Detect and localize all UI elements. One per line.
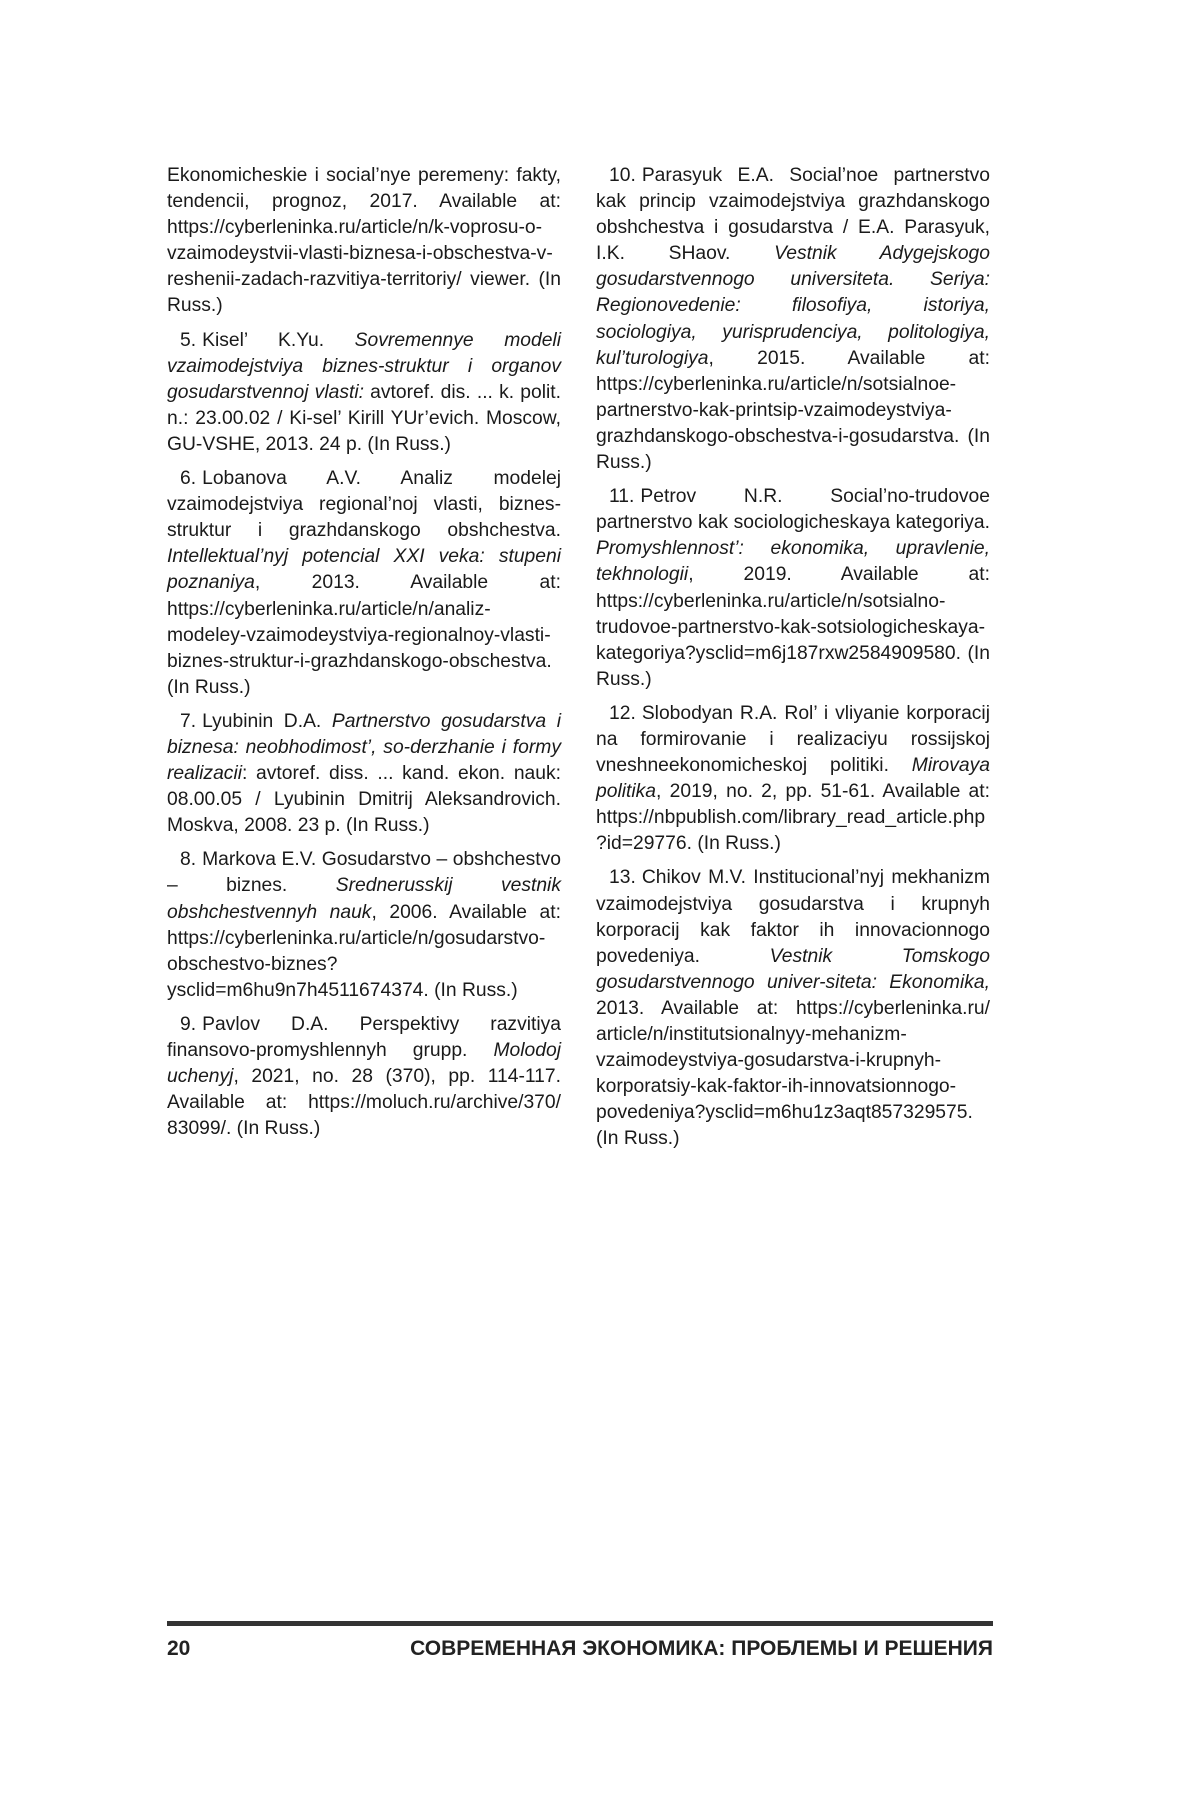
reference-authors: Chikov M.V. Institucional’nyj mekhanizm vzaimodejstviya gosudarstva i krupnyh korporacij kak faktor ih innovacionnogo povedeniya. — [596, 867, 990, 966]
reference-source: Partnerstvo gosudarstva i biznesa: neobhodimost’, so-derzhanie i formy realizacii — [167, 711, 561, 784]
reference-authors: Markova E.V. Gosudarstvo – obshchestvo – biznes. — [167, 849, 561, 896]
page-number: 20 — [167, 1637, 190, 1661]
reference-source: Intellektual’nyj potencial XXI veka: stupeni poznaniya — [167, 546, 561, 593]
reference-9 — [167, 1012, 561, 1142]
reference-source: Sovremennye modeli vzaimodejstviya biznes-struktur i organov gosudarstvennoj vlasti: — [167, 330, 561, 403]
reference-details: , 2019, no. 2, pp. 51-61. Available at: https://nbpublish.com/library_read_article.php?id=29776. (In Russ.) — [596, 781, 990, 854]
reference-authors: Pavlov D.A. Perspektivy razvitiya finansovo-promyshlennyh grupp. — [167, 1014, 561, 1061]
reference-details: : avtoref. diss. ... kand. ekon. nauk: 08.00.05 / Lyubinin Dmitrij Aleksandrovich. Moskva, 2008. 23 p. (In Russ.) — [167, 763, 561, 836]
footer-divider — [167, 1621, 993, 1626]
reference-details: avtoref. dis. ... k. polit. n.: 23.00.02 / Ki-sel’ Kirill YUr’evich. Moscow, GU-VSHE, 2013. 24 p. (In Russ.) — [167, 382, 561, 455]
reference-source: Vestnik Adygejskogo gosudarstvennogo universiteta. Seriya: Regionovedenie: filosofiya, istoriya, sociologiya, yurisprudenciya, politologiya, kul’turologiya — [596, 243, 990, 368]
reference-authors: Kisel’ K.Yu. — [202, 330, 355, 351]
reference-details: , 2013. Available at: https://cyberleninka.ru/article/n/analiz-modeley-vzaimodeystviya-regionalnoy-vlasti-biznes-struktur-i-grazhdanskogo-obschestva. (In Russ.) — [167, 572, 561, 697]
left-column — [167, 163, 561, 1150]
reference-number: 10. — [609, 163, 636, 189]
reference-details: , 2006. Available at: https://cyberleninka.ru/article/n/gosudarstvo-obschestvo-biznes?ysclid=m6hu9n7h4511674374. (In Russ.) — [167, 902, 561, 1001]
reference-number: 11. — [609, 484, 634, 510]
reference-authors: Parasyuk E.A. Social’noe partnerstvo kak princip vzaimodejstviya grazhdanskogo obshchestva i gosudarstva / E.A. Parasyuk, I.K. SHaov. — [596, 165, 990, 264]
reference-details: , 2019. Available at: https://cyberleninka.ru/article/n/sotsialno-trudovoe-partnerstvo-kak-sotsiologicheskaya-kategoriya?ysclid=m6j187rxw2584909580. (In Russ.) — [596, 564, 990, 689]
reference-number: 9. — [180, 1012, 196, 1038]
reference-source: Srednerusskij vestnik obshchestvennyh nauk — [167, 875, 561, 922]
reference-continuation — [167, 163, 561, 320]
reference-11 — [596, 484, 990, 693]
journal-title: СОВРЕМЕННАЯ ЭКОНОМИКА: ПРОБЛЕМЫ И РЕШЕНИЯ — [410, 1637, 993, 1661]
reference-source: Mirovaya politika — [596, 755, 990, 802]
reference-8 — [167, 847, 561, 1004]
reference-12 — [596, 701, 990, 858]
reference-number: 6. — [180, 466, 196, 492]
reference-details: , 2015. Available at: https://cyberleninka.ru/article/n/sotsialnoe-partnerstvo-kak-printsip-vzaimodeystviya-grazhdanskogo-obschestva-i-gosudarstva. (In Russ.) — [596, 348, 990, 473]
reference-authors: Petrov N.R. Social’no-trudovoe partnerstvo kak sociologicheskaya kategoriya. — [596, 486, 990, 533]
reference-details: , 2021, no. 28 (370), pp. 114-117. Available at: https://moluch.ru/archive/370/ 83099/. (In Russ.) — [167, 1066, 561, 1139]
reference-7 — [167, 709, 561, 839]
right-column — [596, 163, 990, 1160]
reference-number: 13. — [609, 865, 636, 891]
reference-details: 2013. Available at: https://cyberleninka.ru/ article/n/institutsionalnyy-mehanizm-vzaimodeystviya-gosudarstva-i-krupnyh-korporatsiy-kak-faktor-ih-innovatsionnogo-povedeniya?ysclid=m6hu1z3aqt857329575. (In Russ.) — [596, 998, 990, 1149]
reference-number: 5. — [180, 328, 196, 354]
reference-authors: Lobanova A.V. Analiz modelej vzaimodejstviya regional’noj vlasti, biznes-struktur i grazhdanskogo obshchestva. — [167, 468, 561, 541]
reference-authors: Slobodyan R.A. Rol’ i vliyanie korporacij na formirovanie i realizaciyu rossijskoj vneshneekonomicheskoj politiki. — [596, 703, 990, 776]
reference-source: Molodoj uchenyj — [167, 1040, 561, 1087]
reference-number: 7. — [180, 709, 196, 735]
reference-5 — [167, 328, 561, 458]
reference-text: Ekonomicheskie i social’nye peremeny: fakty, tendencii, prognoz, 2017. Available at: https://cyberleninka.ru/article/n/k-voprosu-o-vzaimodeystvii-vlasti-biznesa-i-obschestva-v-reshenii-zadach-razvitiya-territoriy/ viewer. (In Russ.) — [167, 165, 561, 316]
reference-authors: Lyubinin D.A. — [202, 711, 332, 732]
reference-13 — [596, 865, 990, 1152]
reference-6 — [167, 466, 561, 701]
reference-number: 8. — [180, 847, 196, 873]
reference-source: Promyshlennost’: ekonomika, upravlenie, tekhnologii — [596, 538, 990, 585]
reference-10 — [596, 163, 990, 476]
reference-source: Vestnik Tomskogo gosudarstvennogo univer-siteta: Ekonomika, — [596, 946, 990, 993]
reference-number: 12. — [609, 701, 636, 727]
